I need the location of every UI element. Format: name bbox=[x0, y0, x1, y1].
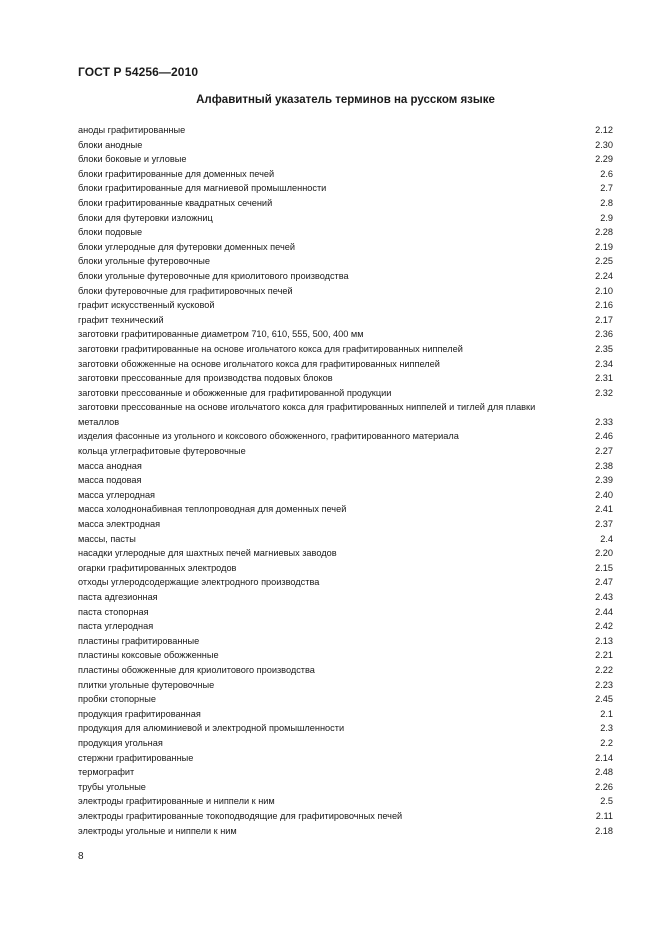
index-reference: 2.31 bbox=[595, 373, 613, 384]
index-reference: 2.32 bbox=[595, 387, 613, 398]
index-term: паста углеродная bbox=[78, 621, 154, 632]
index-reference: 2.24 bbox=[595, 270, 613, 281]
index-term: кольца углеграфитовые футеровочные bbox=[78, 446, 246, 457]
index-reference: 2.37 bbox=[595, 519, 613, 530]
index-reference: 2.36 bbox=[595, 329, 613, 340]
index-term: продукция графитированная bbox=[78, 708, 201, 719]
index-term: блоки футеровочные для графитировочных печей bbox=[78, 285, 293, 296]
index-reference: 2.18 bbox=[595, 825, 613, 836]
index-entry bbox=[78, 400, 613, 429]
index-term: термографит bbox=[78, 767, 135, 778]
index-entry bbox=[78, 138, 613, 153]
index-term: заготовки прессованные на основе игольчатого кокса для графитированных ниппелей и тиглей для плавки металлов bbox=[78, 402, 536, 427]
page-number: 8 bbox=[78, 851, 84, 862]
index-term: пластины коксовые обожженные bbox=[78, 650, 219, 661]
index-reference: 2.2 bbox=[600, 737, 613, 748]
index-reference: 2.46 bbox=[595, 431, 613, 442]
index-entry bbox=[78, 386, 613, 401]
index-entry bbox=[78, 794, 613, 809]
index-reference: 2.15 bbox=[595, 562, 613, 573]
index-title: Алфавитный указатель терминов на русском языке bbox=[196, 94, 495, 106]
index-entry bbox=[78, 167, 613, 182]
index-reference: 2.40 bbox=[595, 489, 613, 500]
index-term: блоки угольные футеровочные bbox=[78, 256, 211, 267]
index-term: электроды графитированные токоподводящие для графитировочных печей bbox=[78, 810, 403, 821]
index-reference: 2.13 bbox=[595, 635, 613, 646]
index-entry bbox=[78, 284, 613, 299]
index-term: блоки анодные bbox=[78, 139, 143, 150]
index-entry bbox=[78, 429, 613, 444]
index-reference: 2.48 bbox=[595, 767, 613, 778]
index-entry bbox=[78, 327, 613, 342]
index-reference: 2.3 bbox=[600, 723, 613, 734]
index-reference: 2.7 bbox=[600, 183, 613, 194]
index-term: огарки графитированных электродов bbox=[78, 562, 237, 573]
index-reference: 2.8 bbox=[600, 197, 613, 208]
index-reference: 2.30 bbox=[595, 139, 613, 150]
index-term: отходы углеродсодержащие электродного производства bbox=[78, 577, 320, 588]
index-entry bbox=[78, 211, 613, 226]
index-entry bbox=[78, 196, 613, 211]
index-reference: 2.20 bbox=[595, 548, 613, 559]
index-entry bbox=[78, 357, 613, 372]
index-entry bbox=[78, 678, 613, 693]
index-reference: 2.35 bbox=[595, 343, 613, 354]
index-entry bbox=[78, 590, 613, 605]
index-term: блоки боковые и угловые bbox=[78, 154, 187, 165]
index-reference: 2.11 bbox=[595, 810, 613, 821]
index-entry bbox=[78, 648, 613, 663]
index-reference: 2.12 bbox=[595, 125, 613, 135]
index-entry bbox=[78, 488, 613, 503]
index-entry bbox=[78, 765, 613, 780]
index-entry bbox=[78, 123, 613, 138]
index-entry bbox=[78, 751, 613, 766]
index-term: заготовки графитированные диаметром 710, 610, 555, 500, 400 мм bbox=[78, 329, 364, 340]
index-term: пластины графитированные bbox=[78, 635, 200, 646]
index-entry bbox=[78, 605, 613, 620]
index-reference: 2.45 bbox=[595, 694, 613, 705]
standard-code: ГОСТ Р 54256—2010 bbox=[78, 65, 199, 79]
index-reference: 2.4 bbox=[600, 533, 613, 544]
index-reference: 2.26 bbox=[595, 781, 613, 792]
index-term: блоки углеродные для футеровки доменных печей bbox=[78, 241, 295, 252]
index-entry bbox=[78, 663, 613, 678]
index-entry bbox=[78, 371, 613, 386]
index-entry bbox=[78, 444, 613, 459]
index-entry bbox=[78, 532, 613, 547]
index-entry bbox=[78, 152, 613, 167]
index-entry bbox=[78, 502, 613, 517]
index-term: пластины обожженные для криолитового производства bbox=[78, 664, 315, 675]
index-term: электроды угольные и ниппели к ним bbox=[78, 825, 237, 836]
index-term: блоки угольные футеровочные для криолитового производства bbox=[78, 270, 349, 281]
index-reference: 2.21 bbox=[595, 650, 613, 661]
index-reference: 2.5 bbox=[600, 796, 613, 807]
index-entry bbox=[78, 736, 613, 751]
index-term: блоки графитированные для доменных печей bbox=[78, 168, 275, 179]
index-term: пробки стопорные bbox=[78, 694, 156, 705]
index-reference: 2.38 bbox=[595, 460, 613, 471]
index-entry bbox=[78, 181, 613, 196]
index-reference: 2.25 bbox=[595, 256, 613, 267]
index-entry bbox=[78, 561, 613, 576]
index-term: графит технический bbox=[78, 314, 164, 325]
index-reference: 2.22 bbox=[595, 664, 613, 675]
index-reference: 2.28 bbox=[595, 227, 613, 238]
index-reference: 2.9 bbox=[600, 212, 613, 223]
index-reference: 2.23 bbox=[595, 679, 613, 690]
index-term: блоки графитированные квадратных сечений bbox=[78, 197, 273, 208]
index-term: насадки углеродные для шахтных печей магниевых заводов bbox=[78, 548, 337, 559]
index-entry bbox=[78, 707, 613, 722]
index-reference: 2.29 bbox=[595, 154, 613, 165]
index-entry bbox=[78, 342, 613, 357]
index-term: плитки угольные футеровочные bbox=[78, 679, 215, 690]
index-reference: 2.44 bbox=[595, 606, 613, 617]
index-term: масса анодная bbox=[78, 460, 142, 471]
index-entry bbox=[78, 517, 613, 532]
index-term: изделия фасонные из угольного и коксового обожженного, графитированного материала bbox=[78, 431, 459, 442]
index-entry bbox=[78, 692, 613, 707]
index-reference: 2.34 bbox=[595, 358, 613, 369]
index-reference: 2.33 bbox=[595, 416, 613, 427]
index-reference: 2.43 bbox=[595, 592, 613, 602]
index-reference: 2.6 bbox=[600, 168, 613, 179]
index-entry bbox=[78, 269, 613, 284]
index-reference: 2.1 bbox=[600, 708, 613, 719]
index-reference: 2.39 bbox=[595, 475, 613, 486]
index-reference: 2.14 bbox=[595, 752, 613, 763]
index-entry bbox=[78, 824, 613, 839]
index-reference: 2.41 bbox=[595, 504, 613, 515]
index-term: трубы угольные bbox=[78, 781, 146, 792]
index-entry bbox=[78, 634, 613, 649]
index-term: продукция угольная bbox=[78, 737, 163, 748]
index-term: продукция для алюминиевой и электродной промышленности bbox=[78, 723, 345, 734]
index-entry bbox=[78, 575, 613, 590]
index-term: заготовки графитированные на основе игольчатого кокса для графитированных ниппелей bbox=[78, 343, 463, 354]
index-term: масса холоднонабивная теплопроводная для доменных печей bbox=[78, 504, 347, 515]
index-term: масса углеродная bbox=[78, 489, 156, 500]
index-term: заготовки прессованные для производства подовых блоков bbox=[78, 373, 333, 384]
index-reference: 2.47 bbox=[595, 577, 613, 588]
index-term: массы, пасты bbox=[78, 533, 136, 544]
index-entry bbox=[78, 473, 613, 488]
index-term: электроды графитированные и ниппели к ним bbox=[78, 796, 275, 807]
index-reference: 2.27 bbox=[595, 446, 613, 457]
index-reference: 2.42 bbox=[595, 621, 613, 632]
index-term: паста адгезионная bbox=[78, 592, 158, 602]
index-entry bbox=[78, 721, 613, 736]
index-entry bbox=[78, 225, 613, 240]
index-term: аноды графитированные bbox=[78, 125, 186, 135]
document-header bbox=[78, 65, 198, 79]
index-term: блоки подовые bbox=[78, 227, 143, 238]
index-reference: 2.17 bbox=[595, 314, 613, 325]
index-term: заготовки прессованные и обожженные для графитированной продукции bbox=[78, 387, 392, 398]
index-term: заготовки обожженные на основе игольчатого кокса для графитированных ниппелей bbox=[78, 358, 440, 369]
index-reference: 2.19 bbox=[595, 241, 613, 252]
index-entry bbox=[78, 298, 613, 313]
index-entry bbox=[78, 313, 613, 328]
index-term: масса подовая bbox=[78, 475, 142, 486]
index-entry bbox=[78, 459, 613, 474]
index-entry bbox=[78, 619, 613, 634]
index-term: стержни графитированные bbox=[78, 752, 194, 763]
index-entry bbox=[78, 780, 613, 795]
index-term: масса электродная bbox=[78, 519, 161, 530]
index-entry bbox=[78, 809, 613, 824]
index-term: блоки для футеровки изложниц bbox=[78, 212, 213, 223]
index-reference: 2.16 bbox=[595, 300, 613, 311]
index-entry bbox=[78, 546, 613, 561]
index-entry bbox=[78, 240, 613, 255]
index-term: паста стопорная bbox=[78, 606, 149, 617]
index-term: графит искусственный кусковой bbox=[78, 300, 215, 311]
index-reference: 2.10 bbox=[595, 285, 613, 296]
index-entry bbox=[78, 254, 613, 269]
term-index-list bbox=[78, 123, 613, 838]
index-term: блоки графитированные для магниевой промышленности bbox=[78, 183, 327, 194]
